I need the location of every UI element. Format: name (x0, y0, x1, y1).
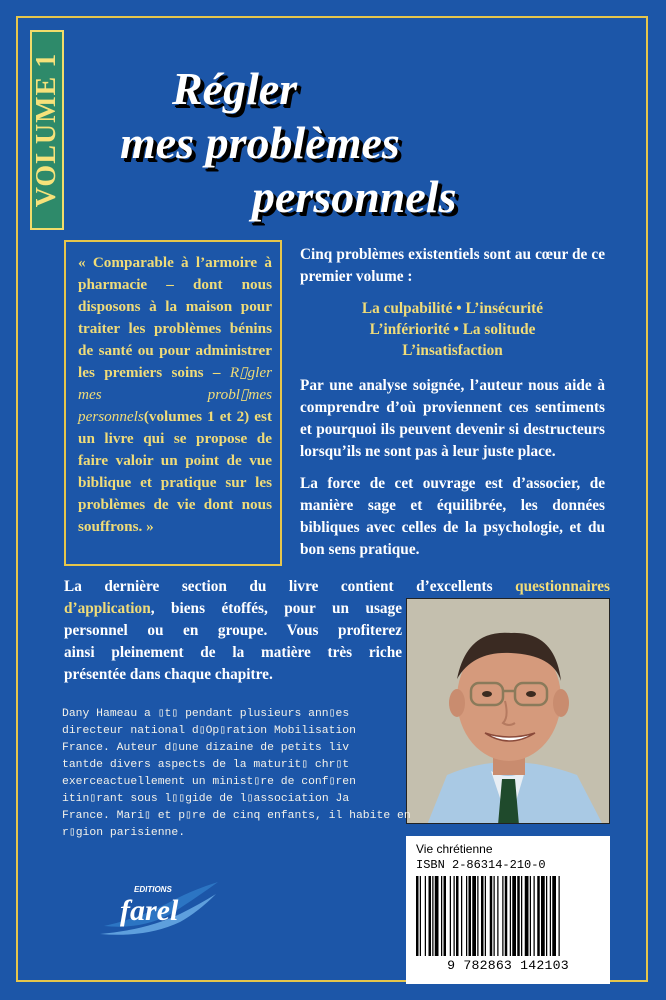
barcode-bar (472, 876, 476, 956)
author-portrait-graphic (407, 599, 610, 824)
barcode-bar (537, 876, 540, 956)
barcode-bar (485, 876, 486, 956)
title-line-2: mes problèmes (120, 117, 400, 168)
barcode-bar (505, 876, 508, 956)
barcode-digits: 9 782863 142103 (447, 958, 569, 973)
isbn-box (406, 836, 610, 984)
quote-text (78, 252, 272, 538)
title-line-1: Régler (172, 63, 298, 114)
bottom-line-2-text: , biens étoffés, pour un usage (150, 600, 402, 617)
quote-part-2: (volumes 1 et 2) est un livre qui se propose de faire valoir un point de vue biblique et pratique sur les problèmes de vie dont nous souffrons. » (78, 408, 272, 535)
barcode-bar (534, 876, 535, 956)
category-label: Vie chrétienne (416, 842, 493, 856)
barcode-bar (530, 876, 531, 956)
barcode-bar (521, 876, 522, 956)
quote-part-1: « Comparable à l’armoire à pharmacie – dont nous disposons à la maison pour traiter les problèmes bénins de santé ou pour administrer les premiers soins – (78, 254, 272, 381)
isbn-number: ISBN 2-86314-210-0 (416, 858, 546, 872)
barcode-bar (497, 876, 498, 956)
book-title (120, 62, 480, 224)
problem-line-2: L’infériorité • La solitude (369, 321, 536, 338)
barcode-bar (541, 876, 545, 956)
bio-line-6: itin▯rant sous l▯▯gide de l▯association Ja (62, 793, 350, 805)
bottom-line-4: ainsi pleinement de la matière très riche (64, 644, 402, 661)
publisher-logo (100, 872, 220, 942)
bottom-line-1-text: La dernière section du livre contient d’excellents (64, 578, 516, 595)
barcode-bar (490, 876, 493, 956)
intro-text: Cinq problèmes existentiels sont au cœur de ce premier volume : (300, 246, 605, 285)
barcode-bar (469, 876, 472, 956)
barcode-bar (420, 876, 421, 956)
bio-line-7: France. Mari▯ et p▯re de cinq enfants, il habite en (62, 810, 411, 822)
barcode-bar (425, 876, 426, 956)
barcode-bar (466, 876, 467, 956)
quote-book-title: R▯gler mes probl▯mes personnels (78, 364, 272, 425)
barcode-bar (494, 876, 495, 956)
barcode-icon (416, 876, 600, 956)
bio-line-3: France. Auteur d▯une dizaine de petits liv (62, 742, 350, 754)
problem-line-3: L’insatisfaction (402, 342, 503, 359)
bottom-line-1 (64, 576, 610, 598)
author-bio (62, 706, 422, 842)
bottom-line-2 (64, 598, 402, 620)
barcode-bar (416, 876, 419, 956)
logo-editions-text: EDITIONS (134, 885, 172, 894)
barcode-bar (456, 876, 459, 956)
strength-paragraph: La force de cet ouvrage est d’associer, de manière sage et équilibrée, les données bibliques avec celles de la psychologie, et du bon sens pratique. (300, 475, 605, 558)
barcode-bar (444, 876, 447, 956)
barcode-bar (429, 876, 432, 956)
problem-list (300, 298, 605, 361)
bio-line-5: exerceactuellement un minist▯re de conf▯ren (62, 776, 356, 788)
barcode-bar (512, 876, 516, 956)
barcode-bar (432, 876, 433, 956)
bio-line-1: Dany Hameau a ▯t▯ pendant plusieurs ann▯es (62, 708, 350, 720)
logo-farel-text: farel (120, 894, 179, 927)
barcode-bar (550, 876, 551, 956)
barcode-bar (510, 876, 511, 956)
bio-line-2: directeur national d▯Op▯ration Mobilisation (62, 725, 356, 737)
bottom-line-3: personnel ou en groupe. Vous profiterez (64, 622, 402, 639)
highlight-application: d’application (64, 600, 151, 617)
quote-box (64, 240, 282, 566)
barcode-bar (546, 876, 547, 956)
title-line-3: personnels (252, 171, 457, 222)
bio-line-4: tantde divers aspects de la maturit▯ chr▯t (62, 759, 350, 771)
barcode-bar (517, 876, 520, 956)
volume-label: VOLUME 1 (31, 52, 62, 208)
barcode-bar (502, 876, 503, 956)
barcode-bar (481, 876, 484, 956)
barcode-bar (525, 876, 529, 956)
highlight-questionnaires: questionnaires (515, 578, 610, 595)
barcode-bar (435, 876, 439, 956)
barcode-bar (454, 876, 455, 956)
bottom-line-5: présentée dans chaque chapitre. (64, 666, 273, 683)
barcode-bar (559, 876, 560, 956)
analysis-paragraph: Par une analyse soignée, l’auteur nous aide à comprendre d’où proviennent ces sentiments et pourquoi ils peuvent devenir si destructeurs lorsqu’ils ne sont pas à leur juste place. (300, 377, 605, 460)
barcode-bar (552, 876, 556, 956)
farel-logo-icon (100, 872, 220, 942)
barcode-bar (441, 876, 442, 956)
author-photo (406, 598, 610, 824)
barcode-bar (450, 876, 451, 956)
problem-line-1: La culpabilité • L’insécurité (361, 300, 544, 317)
barcode-bar (461, 876, 462, 956)
barcode-bar (477, 876, 478, 956)
summary-column (300, 244, 605, 571)
bio-line-8: r▯gion parisienne. (62, 827, 186, 839)
